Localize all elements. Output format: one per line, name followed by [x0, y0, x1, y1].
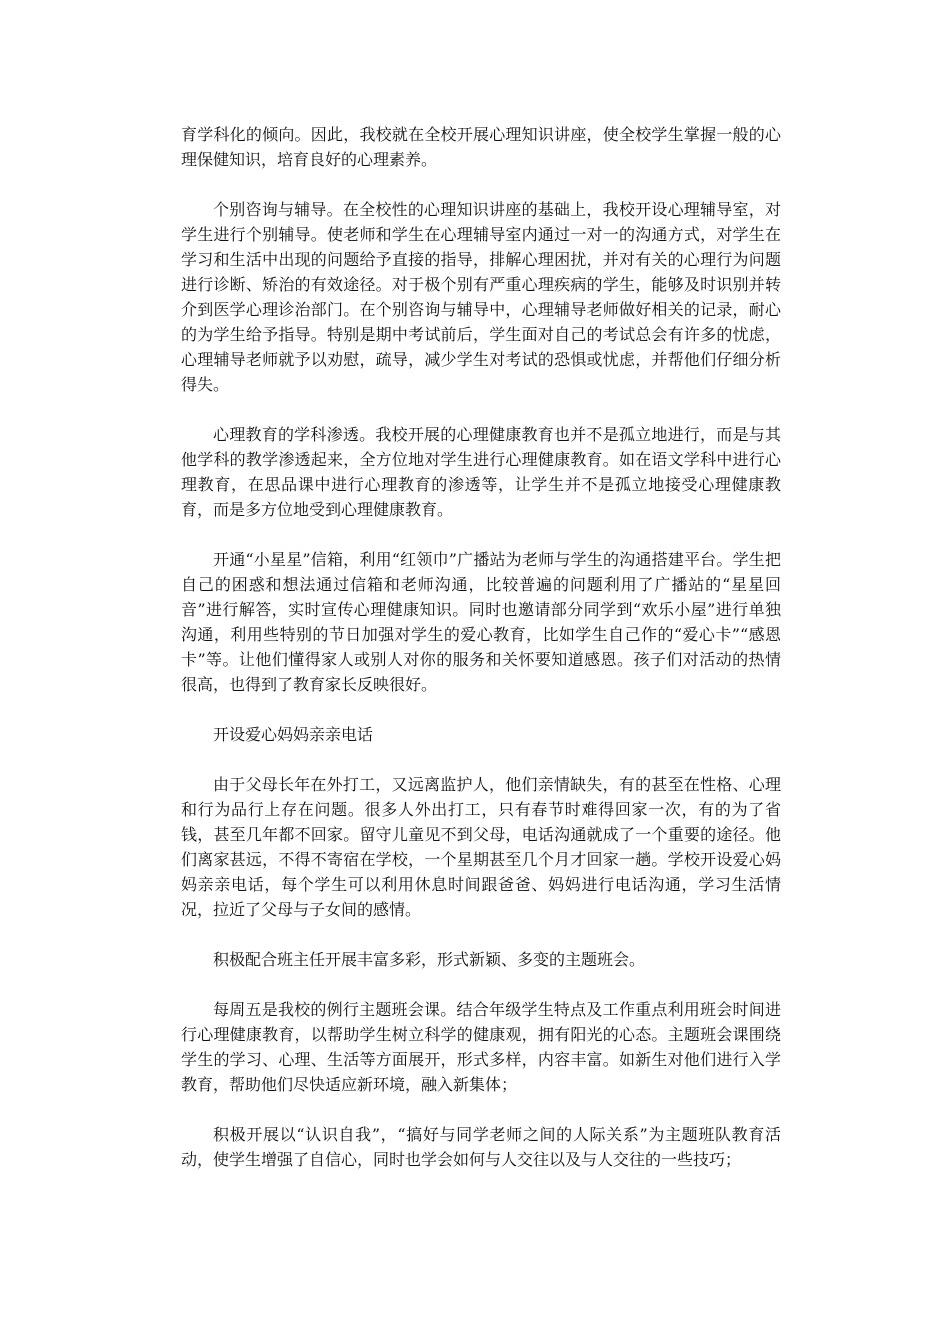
paragraph-6: 由于父母长年在外打工，又远离监护人，他们亲情缺失，有的甚至在性格、心理和行为品行上存在问题。很多人外出打工，只有春节时难得回家一次，有的为了省钱，甚至几年都不回家。留守儿童见不到父母，电话沟通就成了一个重要的途径。他们离家甚远，不得不寄宿在学校，一个星期甚至几个月才回家一趟。学校开设爱心妈妈亲亲电话，每个学生可以利用休息时间跟爸爸、妈妈进行电话沟通，学习生活情况，拉近了父母与子女间的感情。 [181, 775, 781, 919]
paragraph-8: 每周五是我校的例行主题班会课。结合年级学生特点及工作重点利用班会时间进行心理健康教育，以帮助学生树立科学的健康观，拥有阳光的心态。主题班会课围绕学生的学习、心理、生活等方面展开，形式多样，内容丰富。如新生对他们进行入学教育，帮助他们尽快适应新环境，融入新集体； [181, 1000, 781, 1094]
paragraph-1: 育学科化的倾向。因此，我校就在全校开展心理知识讲座，使全校学生掌握一般的心理保健知识，培育良好的心理素养。 [181, 125, 781, 169]
paragraph-4: 开通“小星星”信箱，利用“红领巾”广播站为老师与学生的沟通搭建平台。学生把自己的困惑和想法通过信箱和老师沟通，比较普遍的问题利用了广播站的“星星回音”进行解答，实时宣传心理健康知识。同时也邀请部分同学到“欢乐小屋”进行单独沟通，利用些特别的节日加强对学生的爱心教育，比如学生自己作的“爱心卡”“感恩卡”等。让他们懂得家人或别人对你的服务和关怀要知道感恩。孩子们对活动的热情很高，也得到了教育家长反映很好。 [181, 550, 781, 694]
paragraph-3: 心理教育的学科渗透。我校开展的心理健康教育也并不是孤立地进行，而是与其他学科的教学渗透起来，全方位地对学生进行心理健康教育。如在语文学科中进行心理教育，在思品课中进行心理教育的渗透等，让学生并不是孤立地接受心理健康教育，而是多方位地受到心理健康教育。 [181, 425, 781, 519]
paragraph-7: 积极配合班主任开展丰富多彩，形式新颖、多变的主题班会。 [213, 950, 646, 969]
document-body [181, 122, 781, 1197]
paragraph-5: 开设爱心妈妈亲亲电话 [213, 725, 374, 744]
paragraph-2: 个别咨询与辅导。在全校性的心理知识讲座的基础上，我校开设心理辅导室，对学生进行个别辅导。使老师和学生在心理辅导室内通过一对一的沟通方式，对学生在学习和生活中出现的问题给予直接的指导，排解心理困扰，并对有关的心理行为问题进行诊断、矫治的有效途径。对于极个别有严重心理疾病的学生，能够及时识别并转介到医学心理诊治部门。在个别咨询与辅导中，心理辅导老师做好相关的记录，耐心的为学生给予指导。特别是期中考试前后，学生面对自己的考试总会有许多的忧虑，心理辅导老师就予以劝慰，疏导，减少学生对考试的恐惧或忧虑，并帮他们仔细分析得失。 [181, 200, 781, 394]
paragraph-9: 积极开展以“认识自我”，“搞好与同学老师之间的人际关系”为主题班队教育活动，使学生增强了自信心，同时也学会如何与人交往以及与人交往的一些技巧； [181, 1125, 781, 1169]
